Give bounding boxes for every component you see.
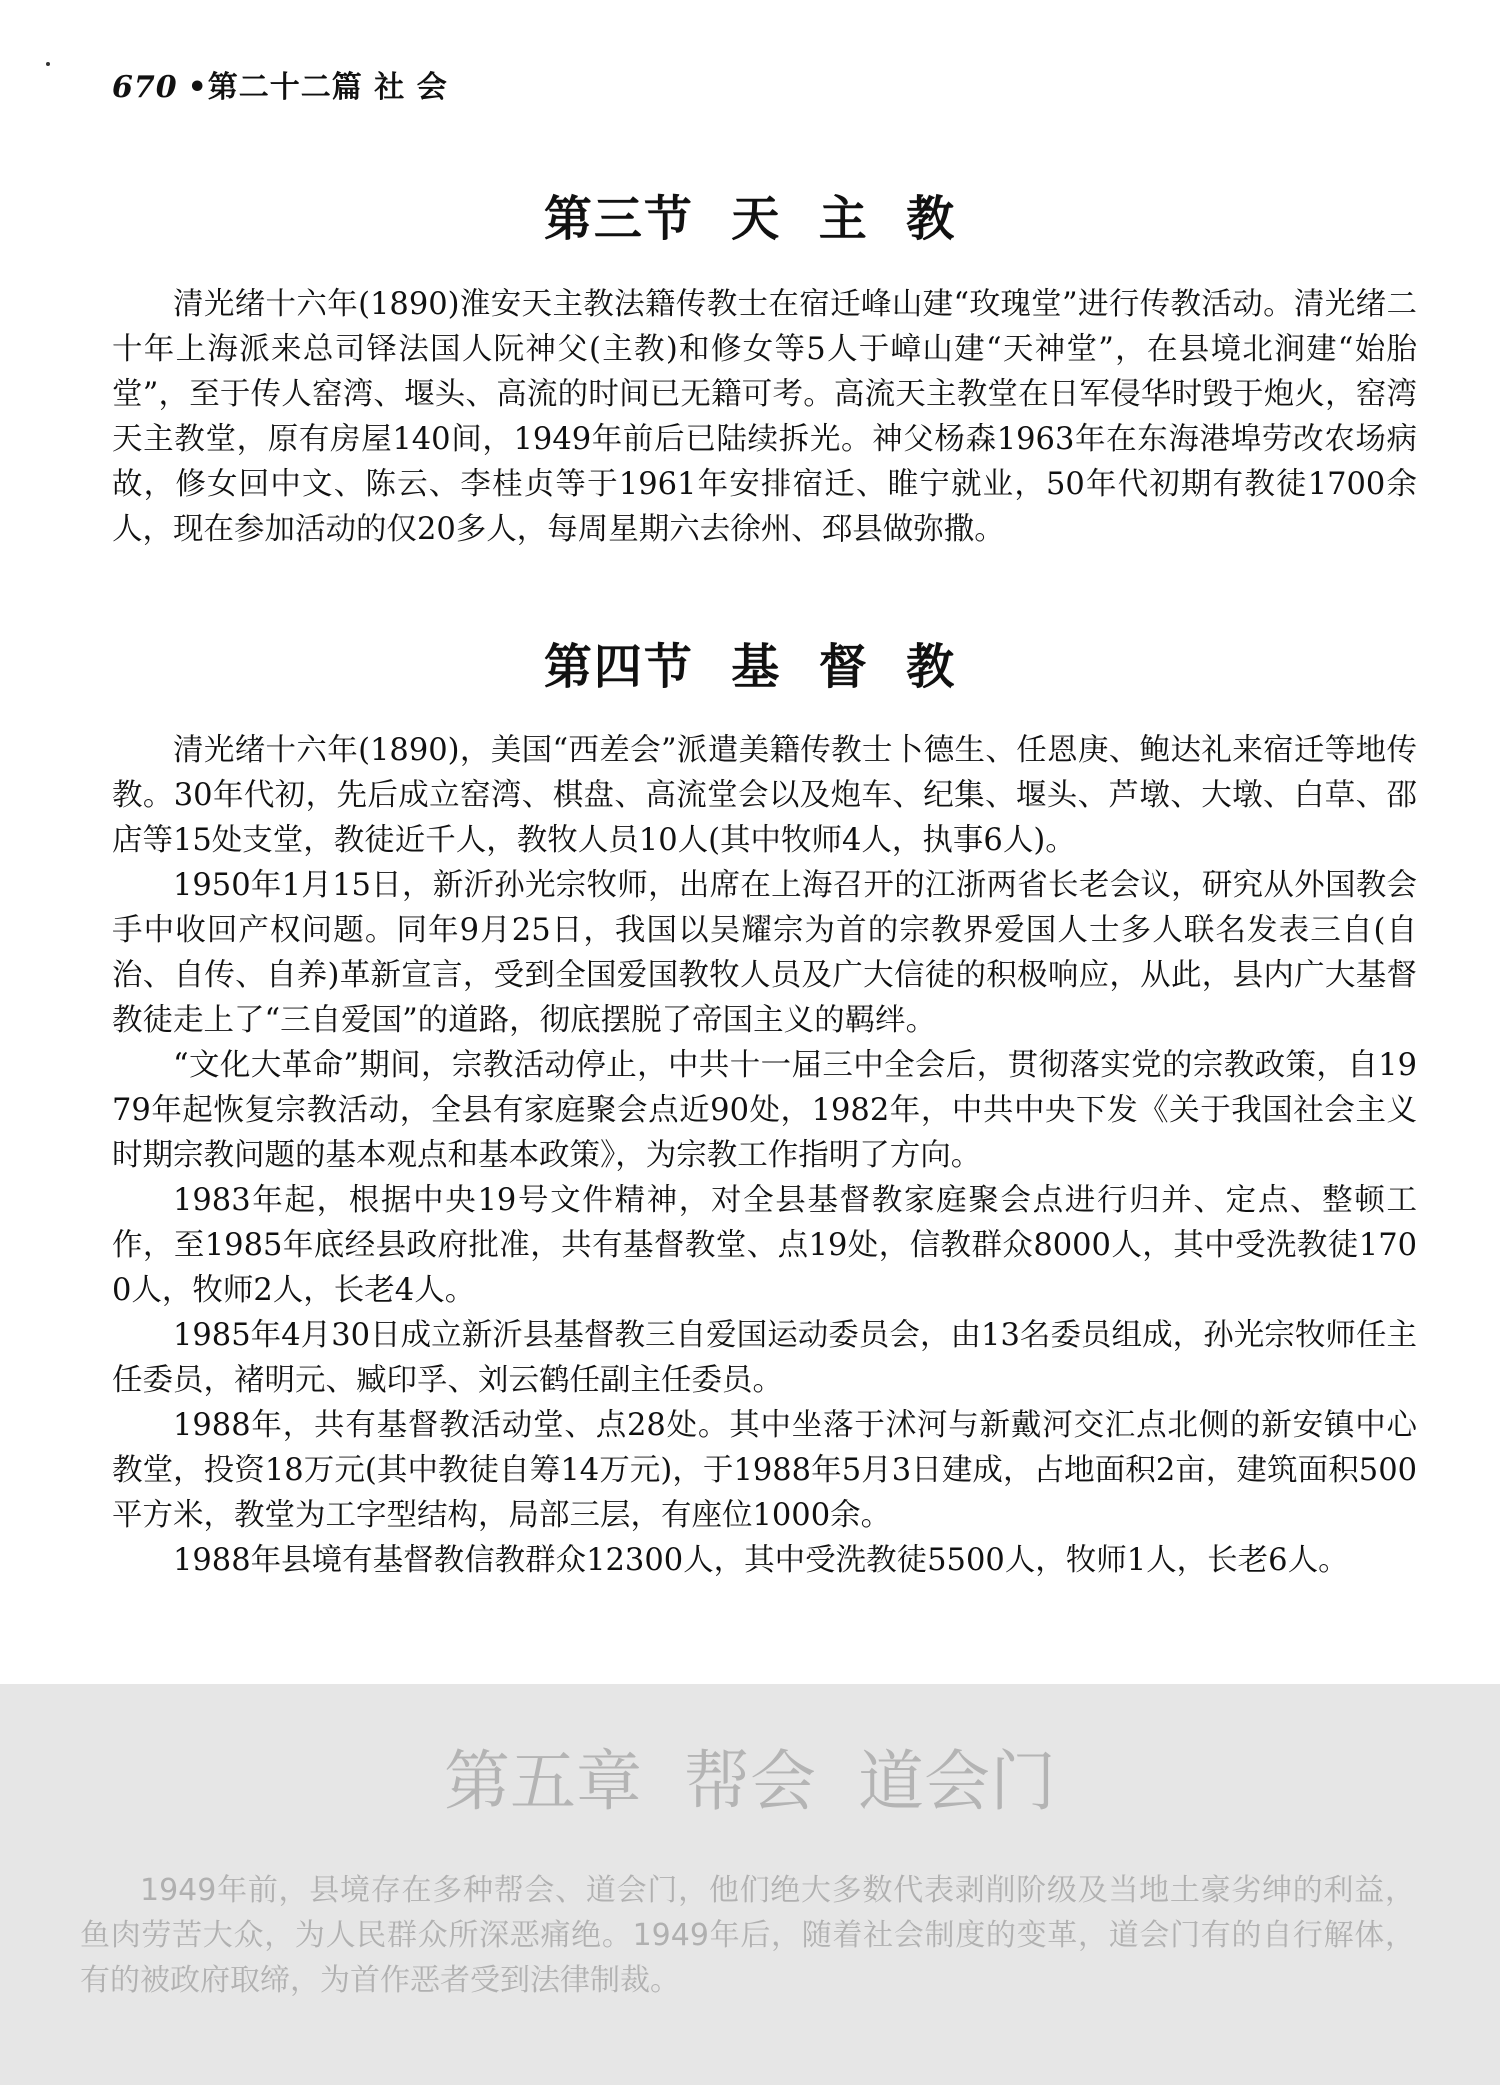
section-title-catholicism: 第三节 天 主 教 bbox=[543, 191, 957, 247]
paragraph: 1949年前，县境存在多种帮会、道会门，他们绝大多数代表剥削阶级及当地土豪劣绅的利益，鱼肉劳苦大众，为人民群众所深恶痛绝。1949年后，随着社会制度的变革，道会门有的自行解体，有的被政府取缔，为首作恶者受到法律制裁。 bbox=[80, 1873, 1415, 1998]
paragraph: 清光绪十六年(1890)，美国“西差会”派遣美籍传教士卜德生、任恩庚、鲍达礼来宿迁等地传教。30年代初，先后成立窑湾、棋盘、高流堂会以及炮车、纪集、堰头、芦墩、大墩、白草、邵店等15处支堂，教徒近千人，教牧人员10人(其中牧师4人，执事6人)。 bbox=[112, 733, 1417, 858]
paragraph: “文化大革命”期间，宗教活动停止，中共十一届三中全会后，贯彻落实党的宗教政策，自1979年起恢复宗教活动，全县有家庭聚会点近90处，1982年，中共中央下发《关于我国社会主义时期宗教问题的基本观点和基本政策》，为宗教工作指明了方向。 bbox=[112, 1048, 1417, 1173]
chapter-body-secret-societies bbox=[80, 1868, 1415, 2003]
paragraph: 1988年县境有基督教信教群众12300人，其中受洗教徒5500人，牧师1人，长老6人。 bbox=[173, 1543, 1349, 1578]
paragraph: 1983年起，根据中央19号文件精神，对全县基督教家庭聚会点进行归并、定点、整顿工作，至1985年底经县政府批准，共有基督教堂、点19处，信教群众8000人，其中受洗教徒1700人，牧师2人，长老4人。 bbox=[112, 1183, 1417, 1308]
section-body-catholicism bbox=[112, 282, 1417, 552]
scan-speck bbox=[46, 62, 50, 66]
running-head-text: •第二十二篇 社 会 bbox=[187, 70, 448, 105]
section-title-christianity: 第四节 基 督 教 bbox=[543, 639, 957, 695]
section-body-christianity bbox=[112, 728, 1417, 1583]
paragraph: 1988年，共有基督教活动堂、点28处。其中坐落于沭河与新戴河交汇点北侧的新安镇中心教堂，投资18万元(其中教徒自筹14万元)，于1988年5月3日建成，占地面积2亩，建筑面积500平方米，教堂为工字型结构，局部三层，有座位1000余。 bbox=[112, 1408, 1417, 1533]
paragraph: 1985年4月30日成立新沂县基督教三自爱国运动委员会，由13名委员组成，孙光宗牧师任主任委员，褚明元、臧印孚、刘云鹤任副主任委员。 bbox=[112, 1318, 1417, 1398]
running-head bbox=[112, 62, 448, 106]
chapter-title-secret-societies: 第五章 帮会 道会门 bbox=[444, 1743, 1056, 1820]
paragraph: 清光绪十六年(1890)淮安天主教法籍传教士在宿迁峰山建“玫瑰堂”进行传教活动。清光绪二十年上海派来总司铎法国人阮神父(主教)和修女等5人于嶂山建“天神堂”，在县境北涧建“始胎堂”，至于传人窑湾、堰头、高流的时间已无籍可考。高流天主教堂在日军侵华时毁于炮火，窑湾天主教堂，原有房屋140间，1949年前后已陆续拆光。神父杨森1963年在东海港埠劳改农场病故，修女回中文、陈云、李桂贞等于1961年安排宿迁、睢宁就业，50年代初期有教徒1700余人，现在参加活动的仅20多人，每周星期六去徐州、邳县做弥撒。 bbox=[112, 287, 1417, 547]
page-number: 670 bbox=[112, 70, 178, 105]
paragraph: 1950年1月15日，新沂孙光宗牧师，出席在上海召开的江浙两省长老会议，研究从外国教会手中收回产权问题。同年9月25日，我国以吴耀宗为首的宗教界爱国人士多人联名发表三自(自治、自传、自养)革新宣言，受到全国爱国教牧人员及广大信徒的积极响应，从此，县内广大基督教徒走上了“三自爱国”的道路，彻底摆脱了帝国主义的羁绊。 bbox=[112, 868, 1417, 1038]
